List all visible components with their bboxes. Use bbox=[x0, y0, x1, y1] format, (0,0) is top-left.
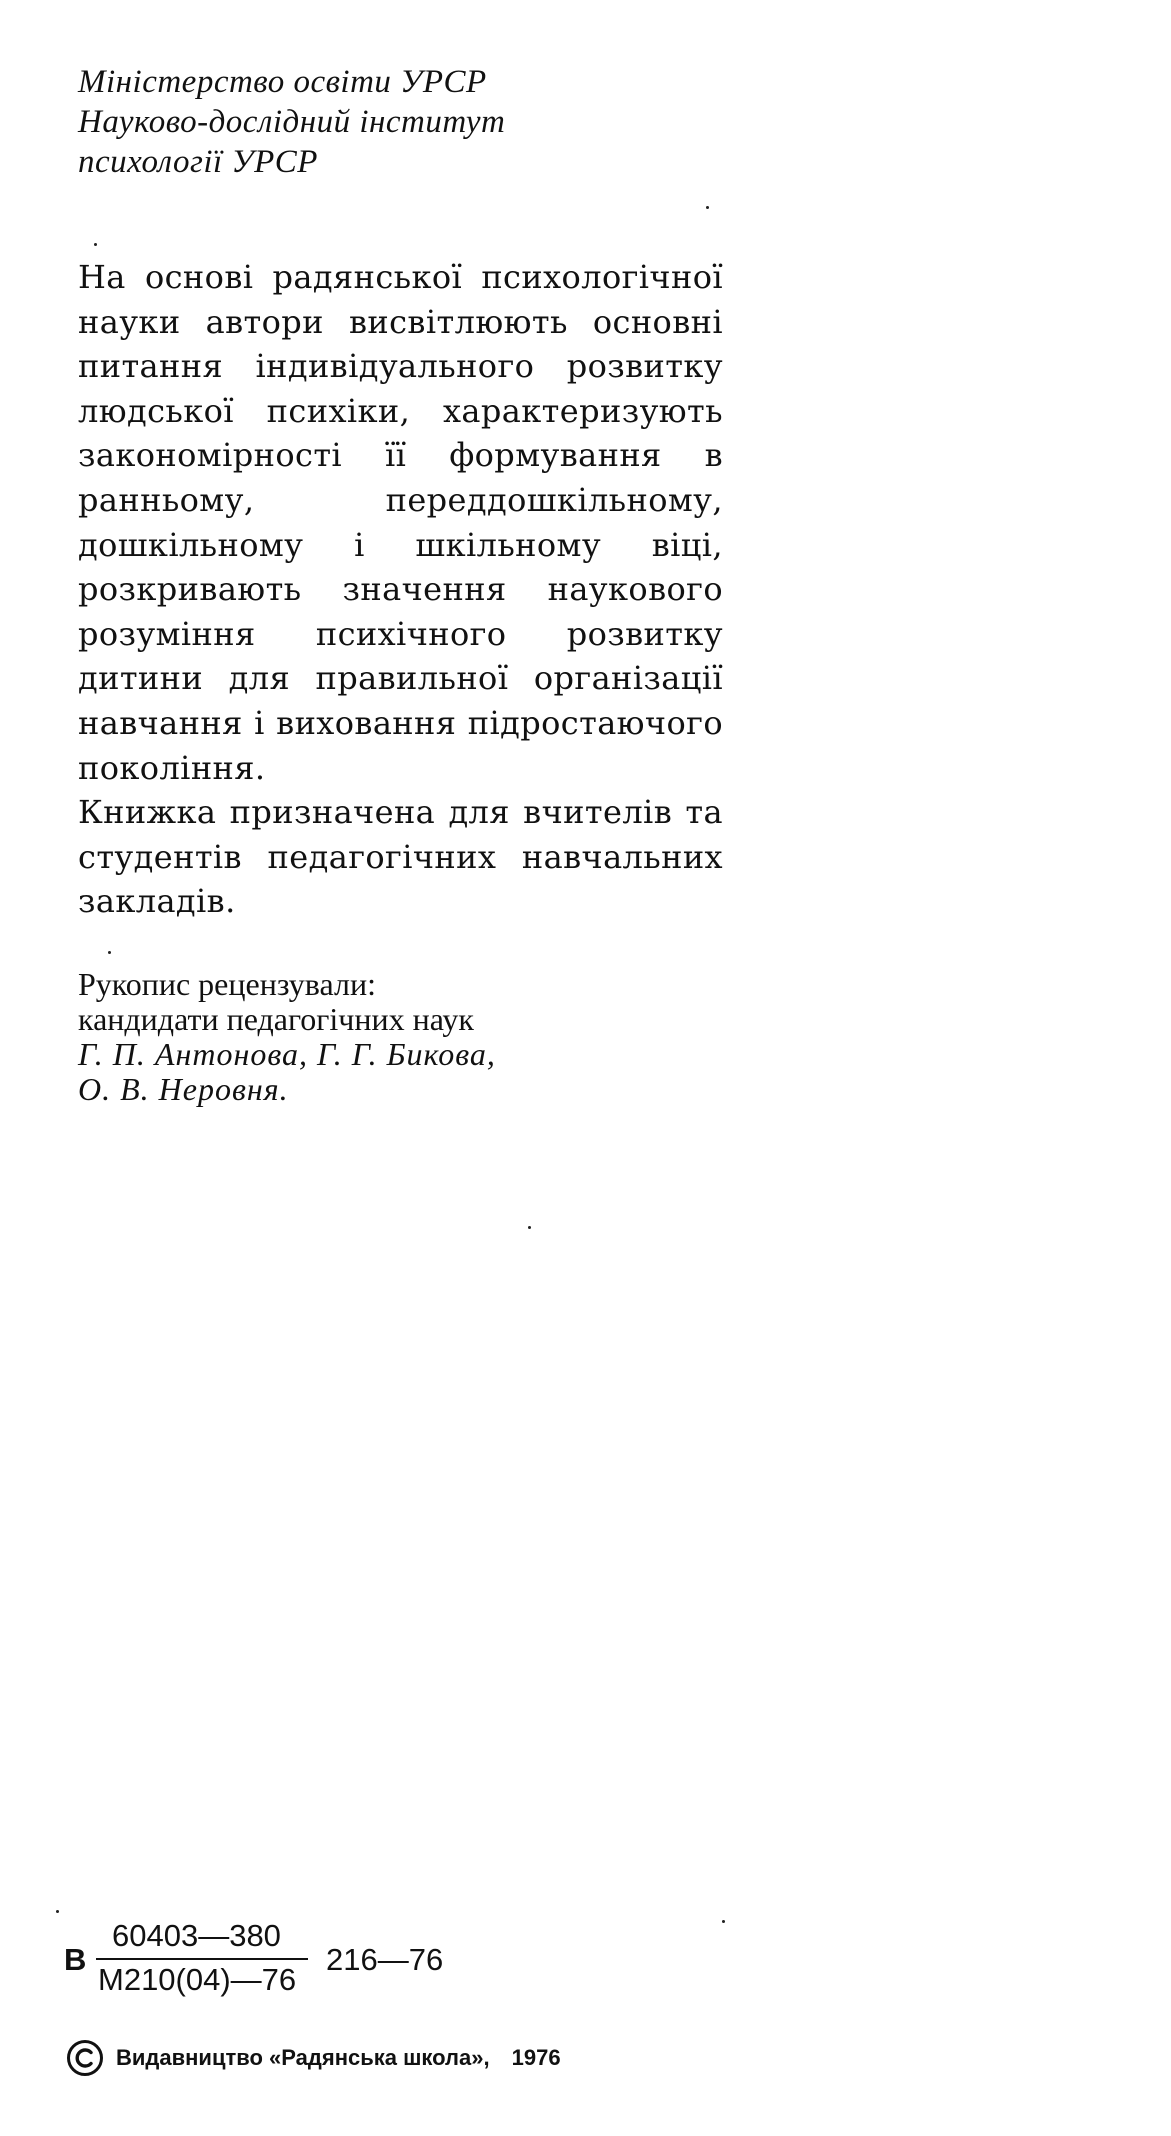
audience-paragraph: Книжка призначена для вчителів та студентів педагогічних навчальних закладів. bbox=[78, 793, 723, 921]
copyright-line bbox=[66, 2039, 561, 2077]
print-speck bbox=[528, 1226, 531, 1229]
catalog-denominator: М210(04)—76 bbox=[98, 1962, 297, 1997]
book-annotation bbox=[78, 255, 723, 924]
institute-subline: психології УРСР bbox=[78, 144, 318, 180]
institution-header bbox=[78, 62, 778, 182]
print-speck bbox=[706, 206, 709, 209]
copyright-icon bbox=[66, 2039, 104, 2077]
print-speck bbox=[722, 1920, 725, 1923]
annotation-paragraph: На основі радянської психологічної науки автори висвітлюють основні питання індивідуального розвитку людської психіки, характеризують закономірності її формування в ранньому, переддошкільному, дошкільному і шкільному віці, розкривають значення наукового розуміння психічного розвитку дитини для правильної організації навчання і виховання підростаючого покоління. bbox=[78, 258, 723, 787]
reviewers-role: кандидати педагогічних наук bbox=[78, 1001, 474, 1037]
catalog-numerator: 60403—380 bbox=[112, 1918, 281, 1953]
publisher-name: Видавництво «Радянська школа», bbox=[116, 2045, 490, 2070]
catalog-prefix: В bbox=[64, 1942, 87, 1977]
ministry-line: Міністерство освіти УРСР bbox=[78, 64, 487, 100]
print-speck bbox=[108, 951, 111, 954]
reviewers-names-line-1: Г. П. Антонова, Г. Г. Бикова, bbox=[78, 1036, 496, 1072]
reviewers-heading: Рукопис рецензували: bbox=[78, 966, 376, 1002]
publication-year: 1976 bbox=[511, 2045, 561, 2070]
print-speck bbox=[94, 243, 97, 246]
fraction-bar bbox=[96, 1958, 308, 1960]
reviewers-names-line-2: О. В. Неровня. bbox=[78, 1071, 289, 1107]
reviewers-block bbox=[78, 967, 778, 1107]
catalog-suffix: 216—76 bbox=[326, 1942, 444, 1977]
institute-line: Науково-дослідний інститут bbox=[78, 104, 506, 140]
print-speck bbox=[56, 1910, 59, 1913]
